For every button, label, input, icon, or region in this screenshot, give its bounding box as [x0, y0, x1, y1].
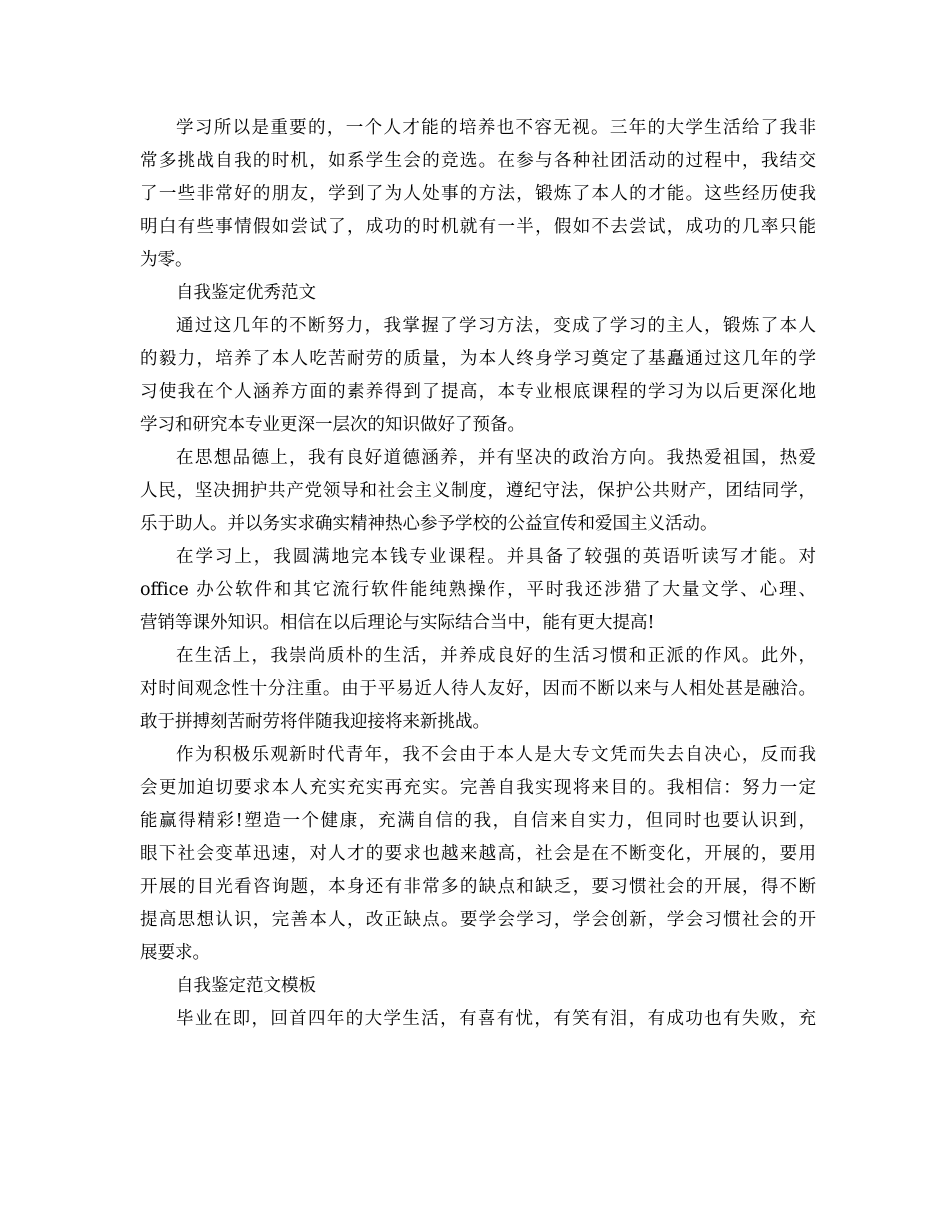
paragraph-line: 乐于助人。并以务实求确实精神热心参予学校的公益宣传和爱国主义活动。: [140, 514, 718, 534]
paragraph-line: 在学习上，我圆满地完本钱专业课程。并具备了较强的英语听读写才能。对: [176, 547, 816, 567]
section-heading: 自我鉴定优秀范文: [176, 283, 316, 303]
paragraph-line: 会更加迫切要求本人充实充实再充实。完善自我实现将来目的。我相信：努力一定: [140, 778, 816, 798]
paragraph-line: 眼下社会变革迅速，对人才的要求也越来越高，社会是在不断变化，开展的，要用: [140, 844, 816, 864]
paragraph-line: 开展的目光看咨询题，本身还有非常多的缺点和缺乏，要习惯社会的开展，得不断: [140, 877, 816, 897]
paragraph-line: 人民，坚决拥护共产党领导和社会主义制度，遵纪守法，保护公共财产，团结同学，: [140, 481, 816, 501]
paragraph-line: 毕业在即，回首四年的大学生活，有喜有忧，有笑有泪，有成功也有失败，充: [176, 1009, 816, 1029]
paragraph-line: 为零。: [140, 250, 193, 270]
paragraph-line: office 办公软件和其它流行软件能纯熟操作，平时我还涉猎了大量文学、心理、: [140, 580, 816, 600]
document-body: [140, 112, 816, 1036]
paragraph-line: 能赢得精彩!塑造一个健康，充满自信的我，自信来自实力，但同时也要认识到，: [140, 811, 816, 831]
paragraph-line: 在生活上，我崇尚质朴的生活，并养成良好的生活习惯和正派的作风。此外，: [176, 646, 816, 666]
paragraph-line: 学习所以是重要的，一个人才能的培养也不容无视。三年的大学生活给了我非: [176, 118, 816, 138]
paragraph-line: 常多挑战自我的时机，如系学生会的竞选。在参与各种社团活动的过程中，我结交: [140, 151, 816, 171]
paragraph-line: 作为积极乐观新时代青年，我不会由于本人是大专文凭而失去自决心，反而我: [176, 745, 816, 765]
paragraph-line: 习使我在个人涵养方面的素养得到了提高，本专业根底课程的学习为以后更深化地: [140, 382, 816, 402]
paragraph-line: 敢于拼搏刻苦耐劳将伴随我迎接将来新挑战。: [140, 712, 490, 732]
paragraph-line: 展要求。: [140, 943, 210, 963]
paragraph-line: 对时间观念性十分注重。由于平易近人待人友好，因而不断以来与人相处甚是融洽。: [140, 679, 816, 699]
paragraph-line: 在思想品德上，我有良好道德涵养，并有坚决的政治方向。我热爱祖国，热爱: [176, 448, 816, 468]
paragraph-line: 营销等课外知识。相信在以后理论与实际结合当中，能有更大提高!: [140, 613, 655, 633]
paragraph-line: 提高思想认识，完善本人，改正缺点。要学会学习，学会创新，学会习惯社会的开: [140, 910, 816, 930]
paragraph-line: 了一些非常好的朋友，学到了为人处事的方法，锻炼了本人的才能。这些经历使我: [140, 184, 816, 204]
paragraph-line: 的毅力，培养了本人吃苦耐劳的质量，为本人终身学习奠定了基矗通过这几年的学: [140, 349, 816, 369]
paragraph-line: 通过这几年的不断努力，我掌握了学习方法，变成了学习的主人，锻炼了本人: [176, 316, 816, 336]
paragraph-line: 明白有些事情假如尝试了，成功的时机就有一半，假如不去尝试，成功的几率只能: [140, 217, 816, 237]
paragraph-line: 学习和研究本专业更深一层次的知识做好了预备。: [140, 415, 525, 435]
section-heading: 自我鉴定范文模板: [176, 976, 316, 996]
